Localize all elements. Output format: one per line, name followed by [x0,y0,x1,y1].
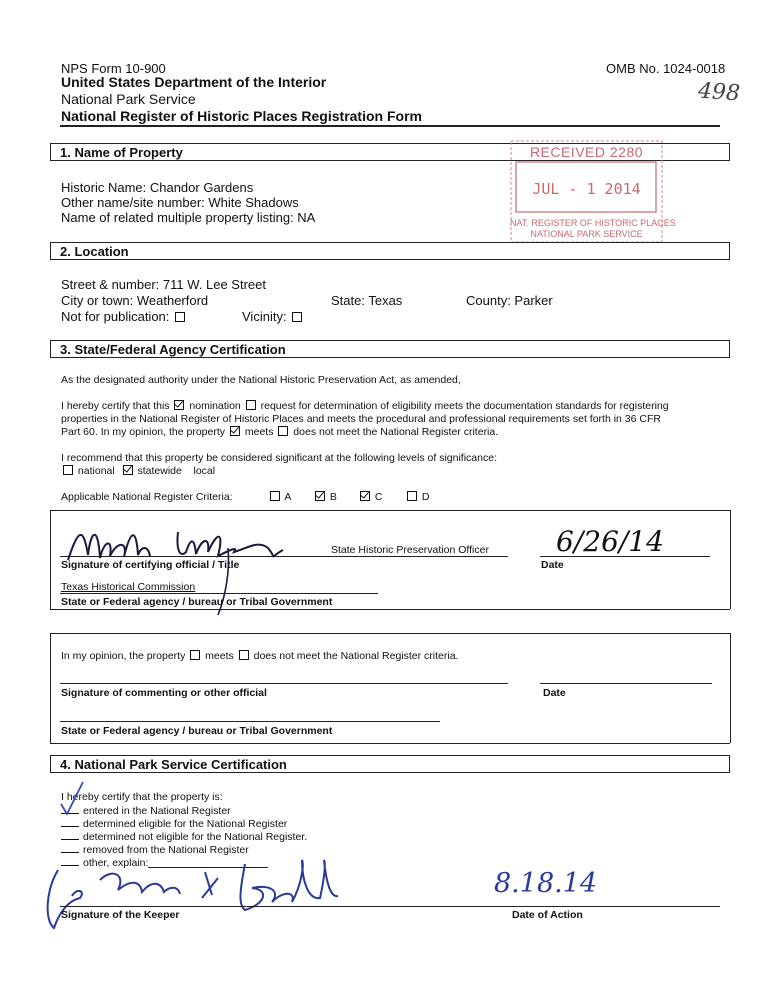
not-for-publication [61,309,187,324]
meets-label: meets [244,426,274,438]
historic-name: Historic Name: Chandor Gardens [61,180,254,195]
option-not-eligible-blank[interactable] [61,830,79,840]
vicinity-label: Vicinity: [242,309,287,324]
certify-line-2: properties in the National Register of Historic Places and meets the procedural and professional requirements set forth in 36 CFR [61,413,661,425]
vicinity [242,309,304,324]
other-name: Other name/site number: White Shadows [61,195,299,210]
street-number: Street & number: 711 W. Lee Street [61,277,266,292]
comment-agency-label: State or Federal agency / bureau or Tribal Government [61,725,333,737]
cert-box-left [50,510,51,609]
statewide-label: statewide [137,465,182,477]
state: State: Texas [331,293,403,308]
date-label: Date [541,559,564,571]
city-town: City or town: Weatherford [61,293,209,308]
option-entered-label: entered in the National Register [83,805,231,817]
option-removed-label: removed from the National Register [83,844,249,856]
keeper-signature-line [60,906,720,907]
comment-does-not-meet-checkbox[interactable] [239,650,249,660]
criteria-d [405,491,430,504]
keeper-label: Signature of the Keeper [61,909,180,921]
comment-agency-line [60,721,440,722]
request-checkbox[interactable] [246,400,256,410]
comment-opinion-text: In my opinion, the property [61,650,186,662]
received-stamp [510,140,676,243]
option-eligible-label: determined eligible for the National Register [83,818,288,830]
comment-box-top [50,633,730,634]
certify-line-1 [61,400,669,413]
department-title: United States Department of the Interior [61,74,327,90]
option-not-eligible-label: determined not eligible for the National Register. [83,831,308,843]
criteria-d-checkbox[interactable] [407,491,417,501]
omb-number: OMB No. 1024-0018 [606,61,726,76]
does-not-meet-checkbox[interactable] [278,426,288,436]
nomination-checkbox[interactable] [174,400,184,410]
stamp-line-2: NATIONAL PARK SERVICE [530,229,643,239]
criteria-c [358,491,383,504]
service-title: National Park Service [61,91,196,107]
comment-date-label: Date [543,687,566,699]
stamp-line-1: NAT. REGISTER OF HISTORIC PLACES [510,218,676,228]
section-1-title: 1. Name of Property [60,145,183,160]
comment-meets-label: meets [205,650,234,662]
date-of-action-label: Date of Action [512,909,583,921]
nomination-label: nomination [189,400,241,412]
section-4-title: 4. National Park Service Certification [60,757,287,772]
criteria-a [268,491,291,504]
national-checkbox[interactable] [63,465,73,475]
agency-label: State or Federal agency / bureau or Tribal Government [61,596,333,608]
significance-levels [61,465,215,478]
comment-signature-line [60,683,508,684]
stamp-received: RECEIVED 2280 [529,144,644,160]
cert-box-right [730,510,731,609]
signature-label: Signature of certifying official / Title [61,559,240,571]
handwritten-note: 498 [697,78,741,107]
criteria-b [313,491,337,504]
vicinity-checkbox[interactable] [292,312,302,322]
comment-opinion [61,650,458,663]
agency-line [60,593,378,594]
criteria-b-checkbox[interactable] [315,491,325,501]
comment-date-line [540,683,712,684]
authority-text: As the designated authority under the National Historic Preservation Act, as amended, [61,374,461,386]
certify-text-a: I hereby certify that this [61,400,170,412]
local-label: local [193,465,216,477]
nps-intro: I hereby certify that the property is: [61,791,223,803]
certify-text-3a: Part 60. In my opinion, the property [61,426,226,438]
option-other-label: other, explain: [83,857,149,869]
comment-box-bottom [50,743,730,744]
national-label: national [77,465,115,477]
section-3-title: 3. State/Federal Agency Certification [60,342,286,357]
option-not-eligible [61,830,307,844]
comment-box-right [730,633,731,743]
cert-box-top [50,510,730,511]
criteria-a-label: A [284,491,292,503]
does-not-meet-label: does not meet the National Register criteria. [293,426,499,438]
comment-signature-label: Signature of commenting or other official [61,687,267,699]
criteria-a-checkbox[interactable] [270,491,280,501]
section-2-header [50,242,730,260]
comment-does-not-meet-label: does not meet the National Register criteria. [253,650,459,662]
comment-meets-checkbox[interactable] [190,650,200,660]
section-3-header [50,340,730,358]
not-for-publication-label: Not for publication: [61,309,170,324]
certify-line-3 [61,426,498,439]
agency-name: Texas Historical Commission [61,581,196,593]
form-number: NPS Form 10-900 [61,61,166,76]
recommend-text: I recommend that this property be considered significant at the following levels of significance: [61,452,497,464]
keeper-signature [40,850,340,935]
signer-title: State Historic Preservation Officer [331,544,489,556]
handwritten-date-signed: 6/26/14 [556,525,664,558]
certify-text-c: request for determination of eligibility meets the documentation standards for registering [260,400,669,412]
form-title: National Register of Historic Places Registration Form [61,108,422,124]
criteria-label: Applicable National Register Criteria: [61,491,233,503]
criteria-c-checkbox[interactable] [360,491,370,501]
criteria-c-label: C [374,491,383,503]
statewide-checkbox[interactable] [123,465,133,475]
comment-box-left [50,633,51,743]
county: County: Parker [466,293,553,308]
criteria-d-label: D [421,491,430,503]
section-4-header [50,755,730,773]
handwritten-date-of-action: 8.18.14 [494,868,598,899]
section-2-title: 2. Location [60,244,129,259]
not-for-publication-checkbox[interactable] [175,312,185,322]
related-listing: Name of related multiple property listing: NA [61,210,316,225]
header-rule [60,125,720,127]
criteria-b-label: B [329,491,337,503]
entered-checkmark [55,780,95,820]
meets-checkbox[interactable] [230,426,240,436]
stamp-date: JUL - 1 2014 [532,180,641,198]
